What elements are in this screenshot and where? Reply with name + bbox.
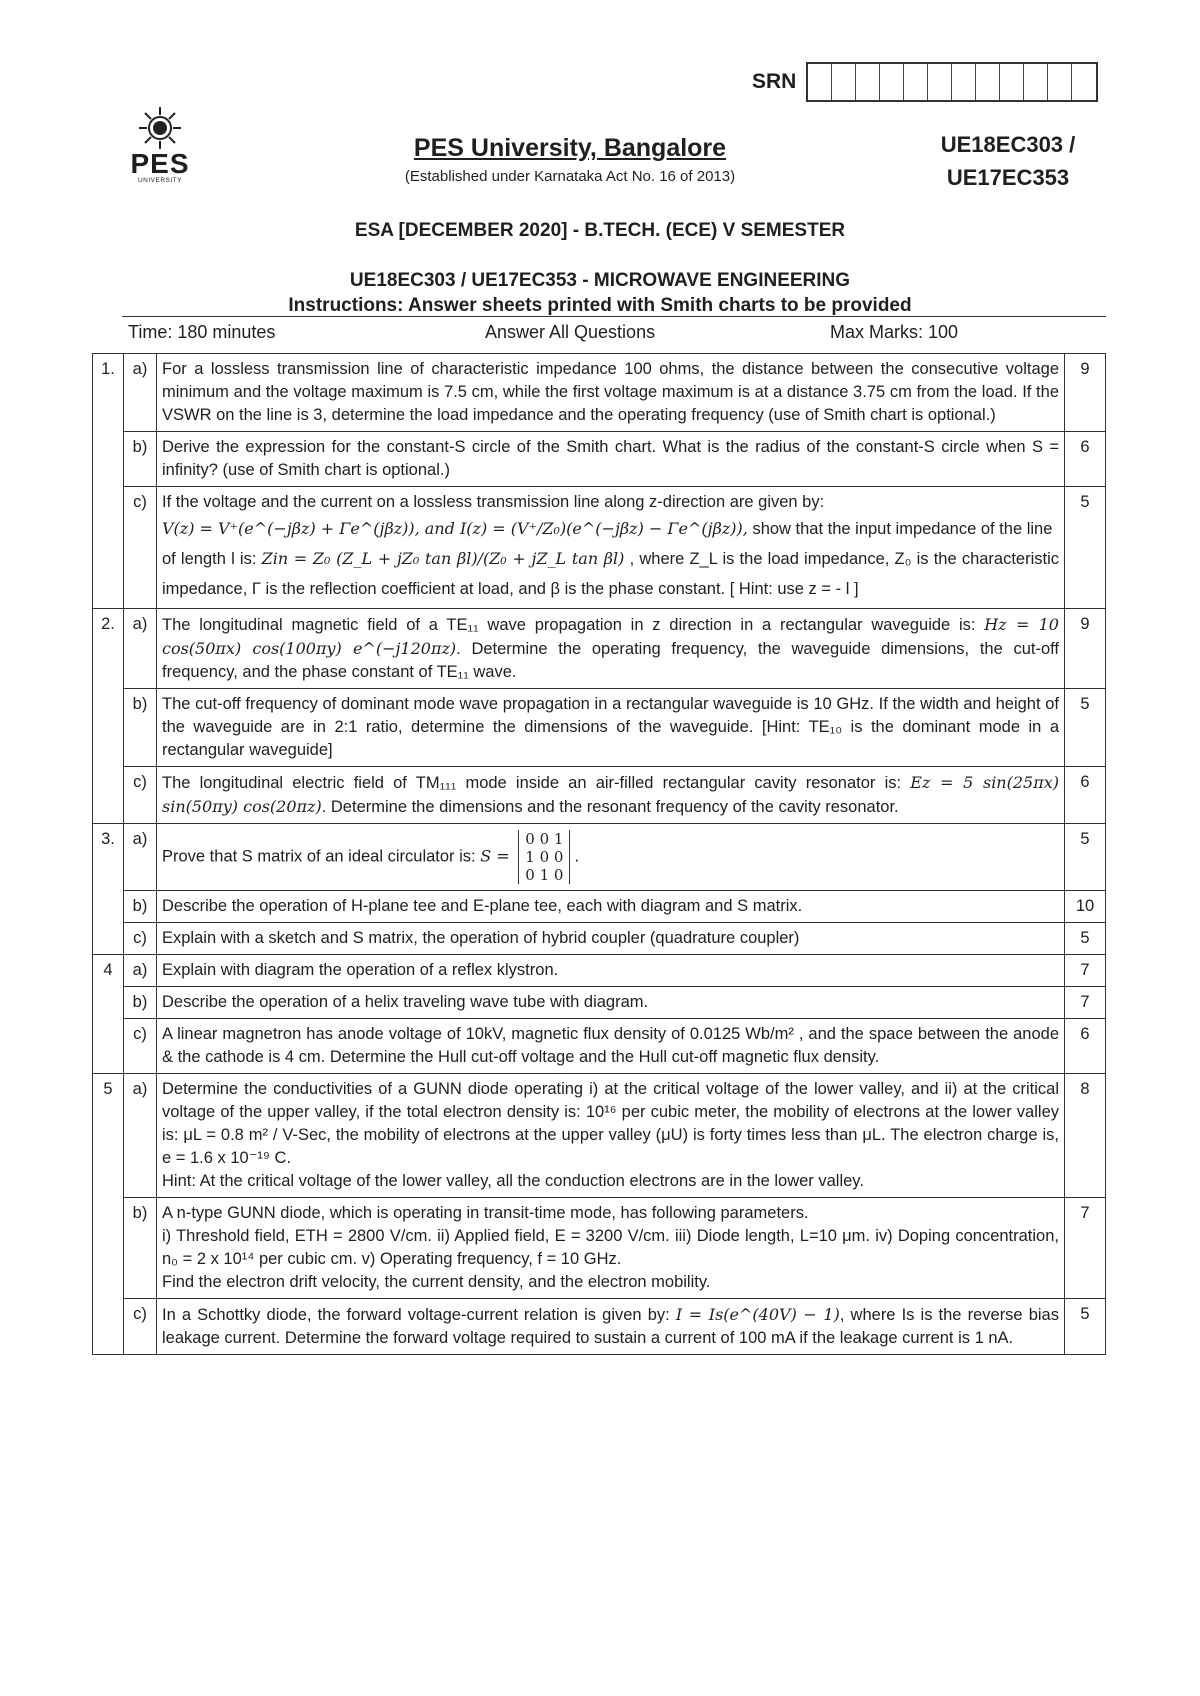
max-marks: Max Marks: 100 [830,322,959,342]
course-codes [918,128,1098,194]
srn-cell[interactable] [1000,64,1024,100]
question-number: 1. [93,354,124,432]
equation: I = Is(e^(40V) − 1) [675,1305,840,1324]
srn-cell[interactable] [1024,64,1048,100]
question-row [93,767,1106,824]
question-row [93,354,1106,432]
marks: 9 [1065,354,1106,432]
matrix-row: 1 0 0 [525,848,564,866]
srn-cell[interactable] [1048,64,1072,100]
marks: 6 [1065,767,1106,824]
text-part: The longitudinal electric field of TM₁₁₁ mode inside an air-filled rectangular cavity resonator is: [162,774,902,792]
question-number: 2. [93,609,124,689]
hint-text: Hint: At the critical voltage of the lower valley, all the conduction electrons are in the lower valley. [162,1172,864,1190]
srn-box [752,62,1098,102]
course-code-1: UE18EC303 / [940,132,1076,157]
question-text: Explain with diagram the operation of a reflex klystron. [157,955,1065,987]
question-row [93,1198,1106,1299]
question-row [93,891,1106,923]
text-part: . Determine the operating frequency, the waveguide dimensions, the cut-off frequency, and the phase constant of TE₁₁ wave. [162,640,1059,681]
marks: 6 [1065,432,1106,487]
question-text [157,487,1065,609]
equation: V(z) = V⁺(e^(−jβz) + Γe^(jβz)), and I(z) = (V⁺/Z₀)(e^(−jβz) − Γe^(jβz)), [162,519,748,538]
sub-label: b) [124,689,157,767]
instructions: Instructions: Answer sheets printed with Smith charts to be provided [288,295,912,316]
srn-cell[interactable] [856,64,880,100]
s-matrix [518,830,570,884]
sub-label: b) [124,1198,157,1299]
sub-label: c) [124,1299,157,1355]
srn-cell[interactable] [832,64,856,100]
equation: S = [480,846,510,866]
university-established: (Established under Karnataka Act No. 16 of 2013) [404,168,736,185]
text-part: Find the electron drift velocity, the current density, and the electron mobility. [162,1273,711,1291]
question-row [93,987,1106,1019]
marks: 8 [1065,1074,1106,1198]
equation-tail: , where Z_L is the load impedance, Z₀ is the characteristic impedance, Γ is the reflection coefficient at load, and β is the phase constant. [ Hint: use z = - l ] [162,550,1060,598]
equation: Zin = Z₀ (Z_L + jZ₀ tan βl)/(Z₀ + jZ_L tan βl) [261,549,625,568]
question-number: 3. [93,824,124,891]
sub-label: c) [124,1019,157,1074]
question-number: 5 [93,1074,124,1198]
text-part: In a Schottky diode, the forward voltage-current relation is given by: [162,1306,670,1324]
question-row [93,955,1106,987]
srn-cell[interactable] [1072,64,1096,100]
question-line: If the voltage and the current on a lossless transmission line along z-direction are given by: [162,493,825,511]
text-part: i) Threshold field, ETH = 2800 V/cm. ii) Applied field, E = 3200 V/cm. iii) Diode length, L=10 μm. iv) Doping concentration, n₀ = 2 x 10¹⁴ per cubic cm. v) Operating frequency, f = 10 GHz. [162,1227,1059,1268]
question-text: Derive the expression for the constant-S circle of the Smith chart. What is the radius of the constant-S circle when S = infinity? (use of Smith chart is optional.) [157,432,1065,487]
question-text: For a lossless transmission line of characteristic impedance 100 ohms, the distance between the consecutive voltage minimum and the voltage maximum is 7.5 cm, while the first voltage maximum is at a distance 3.75 cm from the load. If the VSWR on the line is 3, determine the load impedance and the operating frequency (use of Smith chart is optional.) [157,354,1065,432]
question-row [93,923,1106,955]
exam-title: ESA [DECEMBER 2020] - B.TECH. (ECE) V SEMESTER [354,220,846,241]
exam-time: Time: 180 minutes [128,322,276,342]
srn-label: SRN [752,70,797,93]
university-logo [120,105,200,200]
question-text: Prove that S matrix of an ideal circulator is: S = 0 0 1 1 0 0 0 1 0 . [157,824,1065,891]
logo-name: PES [130,148,190,179]
equation-prefix: of length l is: [162,550,257,568]
srn-cell[interactable] [976,64,1000,100]
equation-line [162,514,1059,544]
matrix-row: 0 0 1 [525,830,564,848]
text-part: Determine the conductivities of a GUNN diode operating i) at the critical voltage of the lower valley, and ii) at the critical voltage of the upper valley, if the total electron density is: 10¹⁶ per cubic meter, the mobility of electrons at the lower valley is: μL = 0.8 m² / V-Sec, the mobility of electrons at the upper valley (μU) is forty times less than μL. The electron charge is, e = 1.6 x 10⁻¹⁹ C. [162,1080,1059,1167]
sub-label: b) [124,432,157,487]
marks: 5 [1065,689,1106,767]
equation-tail: show that the input impedance of the line [752,520,1053,538]
srn-cell[interactable] [952,64,976,100]
marks: 6 [1065,1019,1106,1074]
question-text: Explain with a sketch and S matrix, the operation of hybrid coupler (quadrature coupler) [157,923,1065,955]
marks: 7 [1065,1198,1106,1299]
equation: Ez = 5 sin(25πx) sin(50πy) cos(20πz) [162,773,1059,816]
question-text [157,609,1065,689]
question-row [93,1074,1106,1198]
question-row [93,1299,1106,1355]
question-text: The cut-off frequency of dominant mode wave propagation in a rectangular waveguide is 10 GHz. If the width and height of the waveguide are in 2:1 ratio, determine the dimensions of the waveguide. [Hint: TE₁₀ is the dominant mode in a rectangular waveguide] [157,689,1065,767]
logo-emblem-icon [137,105,183,151]
sub-label: a) [124,609,157,689]
university-title: PES University, Bangalore [413,134,727,162]
sub-label: b) [124,891,157,923]
sub-label: a) [124,1074,157,1198]
header-divider [122,316,1106,317]
course-code-2: UE17EC353 [946,165,1070,190]
matrix-row: 0 1 0 [525,866,564,884]
text-part: , where Is is the reverse bias leakage current. Determine the forward voltage required to sustain a current of 100 mA if the leakage current is 1 nA. [162,1306,1059,1347]
sub-label: a) [124,824,157,891]
marks: 9 [1065,609,1106,689]
answer-all: Answer All Questions [485,322,656,342]
question-row [93,689,1106,767]
srn-cell[interactable] [808,64,832,100]
marks: 7 [1065,955,1106,987]
text-part: . Determine the dimensions and the resonant frequency of the cavity resonator. [321,798,899,816]
question-text: Describe the operation of a helix traveling wave tube with diagram. [157,987,1065,1019]
question-text: A linear magnetron has anode voltage of 10kV, magnetic flux density of 0.0125 Wb/m² , and the space between the anode & the cathode is 4 cm. Determine the Hull cut-off voltage and the Hull cut-off magnetic flux density. [157,1019,1065,1074]
question-table [92,353,1106,1355]
sub-label: c) [124,767,157,824]
sub-label: c) [124,923,157,955]
question-row [93,824,1106,891]
sub-label: a) [124,354,157,432]
marks: 5 [1065,824,1106,891]
text-part: A n-type GUNN diode, which is operating in transit-time mode, has following parameters. [162,1204,809,1222]
question-text [157,767,1065,824]
srn-cell[interactable] [928,64,952,100]
srn-cells[interactable] [806,62,1098,102]
question-number: 4 [93,955,124,987]
question-row [93,1019,1106,1074]
question-text [157,1074,1065,1198]
question-row [93,609,1106,689]
sub-label: a) [124,955,157,987]
logo-subtitle: UNIVERSITY [137,177,182,184]
marks: 5 [1065,487,1106,609]
sub-label: c) [124,487,157,609]
sub-label: b) [124,987,157,1019]
question-text [157,1299,1065,1355]
marks: 7 [1065,987,1106,1019]
question-row [93,432,1106,487]
srn-cell[interactable] [904,64,928,100]
equation-line [162,544,1059,604]
equation: Hz = 10 cos(50πx) cos(100πy) e^(−j120πz) [162,615,1059,658]
question-text: Describe the operation of H-plane tee and E-plane tee, each with diagram and S matrix. [157,891,1065,923]
question-row [93,487,1106,609]
marks: 10 [1065,891,1106,923]
marks: 5 [1065,923,1106,955]
marks: 5 [1065,1299,1106,1355]
text-part: Prove that S matrix of an ideal circulator is: [162,847,476,866]
course-title: UE18EC303 / UE17EC353 - MICROWAVE ENGINEERING [349,270,851,291]
text-part: The longitudinal magnetic field of a TE₁₁ wave propagation in z direction in a rectangular waveguide is: [162,616,976,634]
srn-cell[interactable] [880,64,904,100]
question-text [157,1198,1065,1299]
